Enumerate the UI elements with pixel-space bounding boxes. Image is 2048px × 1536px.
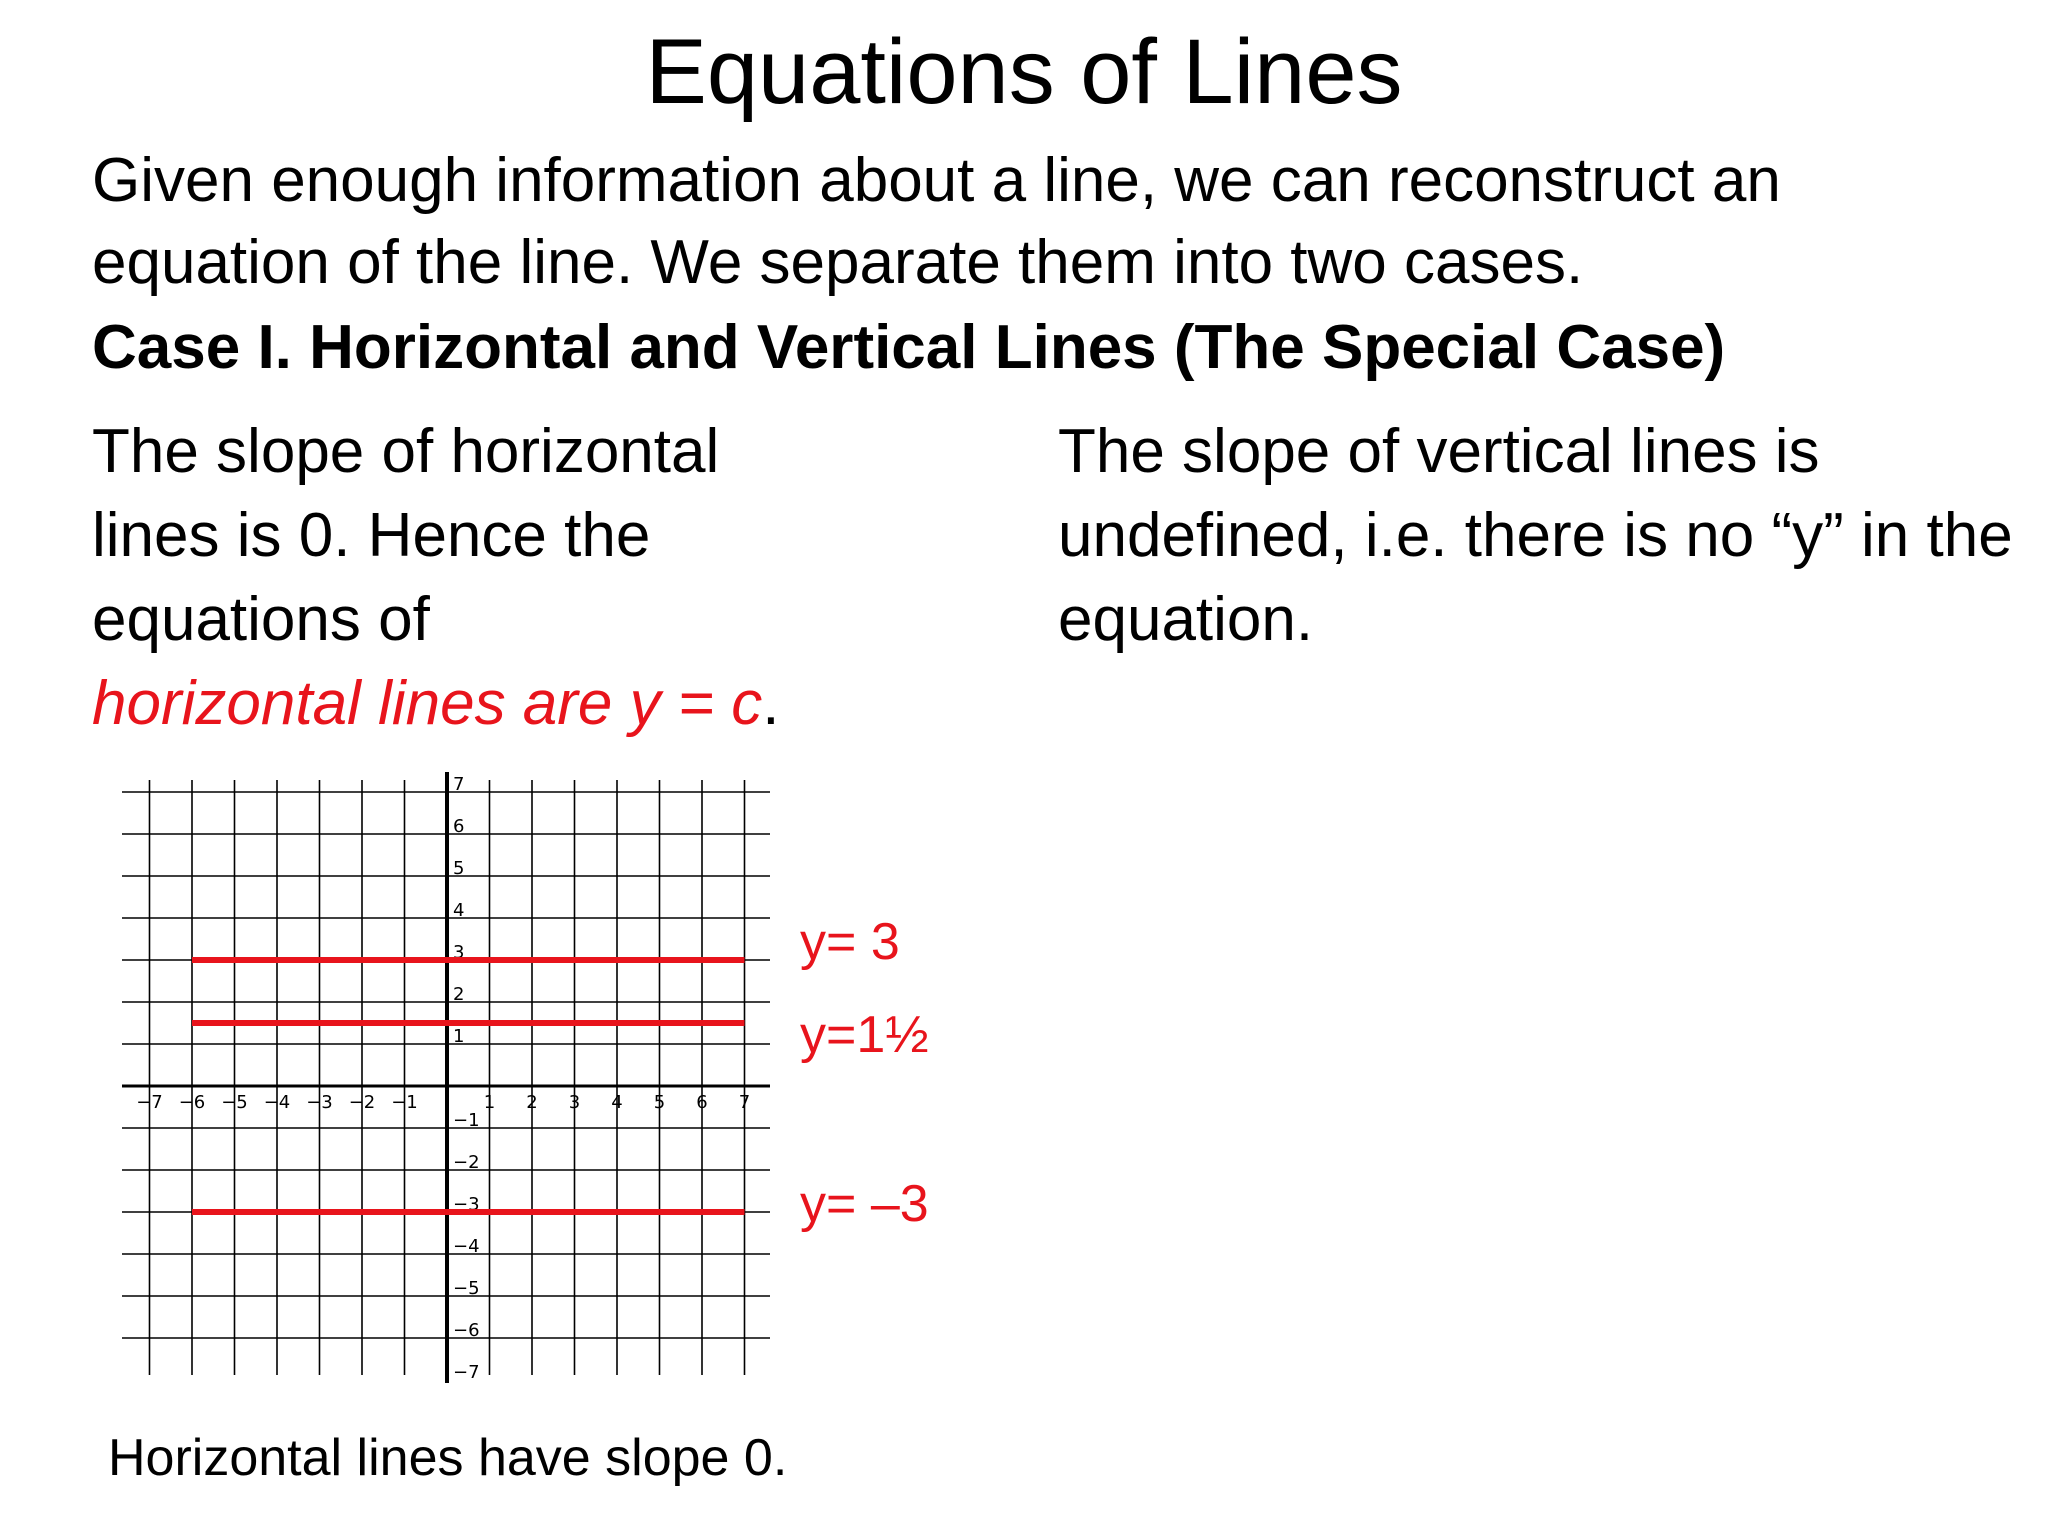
- horizontal-lines-rule: [92, 662, 992, 746]
- horizontal-lines-rule-text: horizontal lines are y = c: [92, 669, 763, 738]
- equation-label: y= 3: [800, 913, 900, 971]
- x-tick-label: −7: [136, 1092, 163, 1113]
- y-tick-label: −3: [453, 1194, 480, 1215]
- horizontal-lines-explanation: [92, 410, 992, 746]
- y-tick-label: 3: [453, 942, 465, 963]
- y-tick-label: 4: [453, 900, 465, 921]
- y-tick-label: −1: [453, 1110, 480, 1131]
- x-tick-label: 3: [568, 1092, 581, 1113]
- graph-svg: [110, 770, 810, 1385]
- graph-caption: Horizontal lines have slope 0.: [108, 1429, 788, 1487]
- coordinate-graph: [110, 770, 810, 1390]
- x-tick-label: −1: [391, 1092, 418, 1113]
- horizontal-text-line-1: The slope of horizontal: [92, 417, 720, 486]
- case-heading: Case I. Horizontal and Vertical Lines (The Special Case): [92, 313, 1726, 382]
- x-tick-label: 5: [653, 1092, 666, 1113]
- x-tick-label: 4: [611, 1092, 623, 1113]
- x-tick-label: −5: [221, 1092, 248, 1113]
- equation-label: y=1½: [800, 1006, 929, 1064]
- x-tick-label: 2: [526, 1092, 538, 1113]
- y-tick-label: −5: [453, 1278, 480, 1299]
- y-tick-label: 5: [453, 858, 465, 879]
- horizontal-text-line-2: lines is 0. Hence the: [92, 501, 651, 570]
- y-tick-label: −6: [453, 1320, 480, 1341]
- y-tick-label: 6: [453, 816, 465, 837]
- x-tick-label: −2: [348, 1092, 376, 1113]
- y-tick-label: 2: [453, 984, 465, 1005]
- intro-paragraph: Given enough information about a line, we can reconstruct an equation of the line. We separate them into two cases.: [92, 146, 1781, 297]
- y-tick-label: 1: [453, 1026, 465, 1047]
- x-tick-label: 1: [483, 1092, 496, 1113]
- horizontal-text-line-3: equations of: [92, 585, 430, 654]
- rule-period: .: [762, 669, 780, 738]
- x-tick-label: −6: [178, 1092, 206, 1113]
- x-tick-label: 6: [696, 1092, 708, 1113]
- y-tick-label: −4: [453, 1236, 480, 1257]
- y-tick-label: −7: [453, 1362, 480, 1383]
- x-tick-label: −4: [263, 1092, 291, 1113]
- page-title: Equations of Lines: [645, 21, 1403, 123]
- x-tick-label: −3: [306, 1092, 333, 1113]
- vertical-lines-explanation: The slope of vertical lines is undefined, i.e. there is no “y” in the equation.: [1058, 417, 2013, 654]
- y-tick-label: −2: [453, 1152, 480, 1173]
- y-tick-label: 7: [453, 774, 465, 795]
- x-tick-label: 7: [738, 1092, 751, 1113]
- equation-label: y= –3: [800, 1175, 929, 1233]
